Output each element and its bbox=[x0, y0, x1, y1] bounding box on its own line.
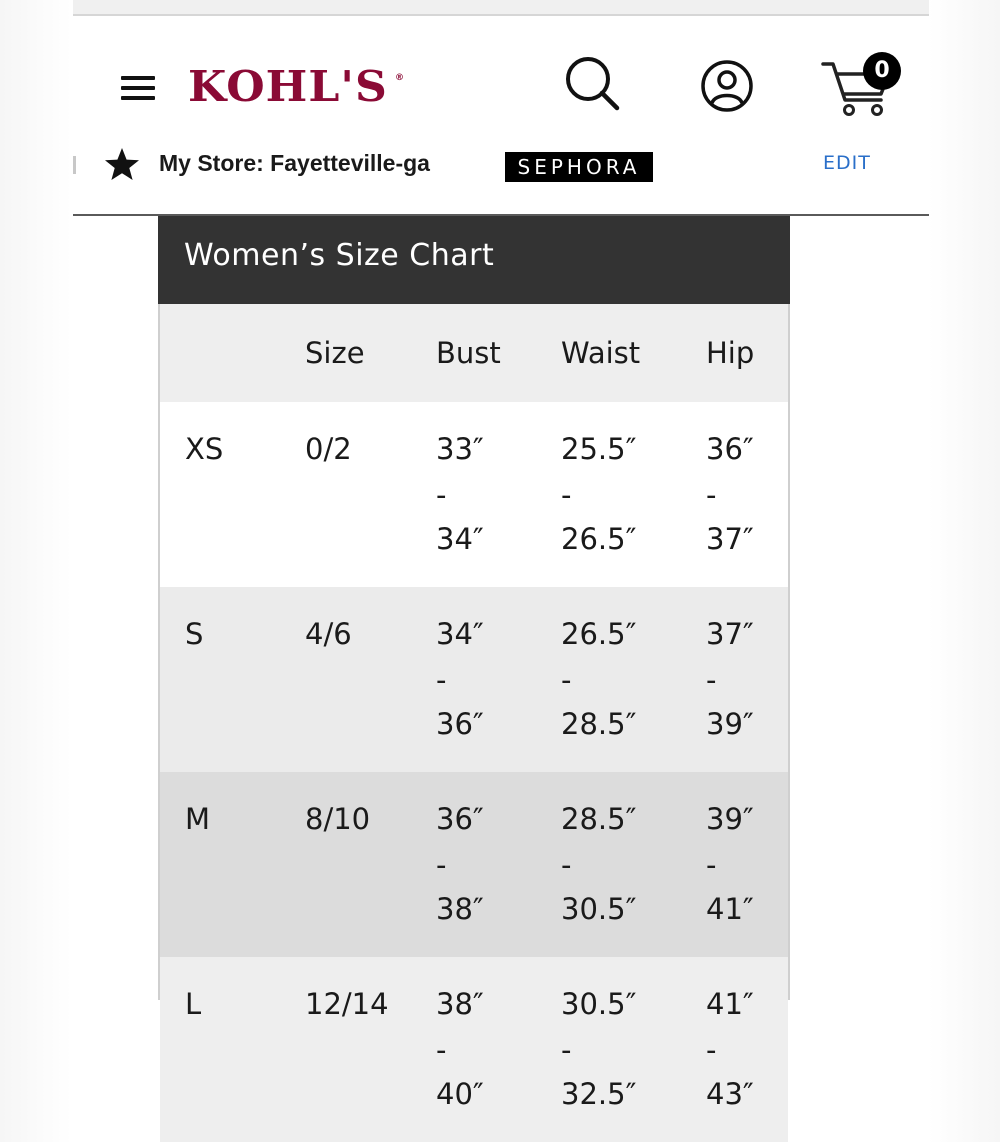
hip-dash: - bbox=[706, 478, 717, 512]
waist-min: 26.5″ bbox=[561, 617, 637, 651]
bust-max: 36″ bbox=[436, 707, 484, 741]
column-header-waist: Waist bbox=[561, 336, 641, 370]
bust-max: 40″ bbox=[436, 1077, 484, 1111]
hip-max: 41″ bbox=[706, 892, 754, 926]
waist-min: 28.5″ bbox=[561, 802, 637, 836]
row-label: M bbox=[185, 802, 211, 836]
hip-min: 36″ bbox=[706, 432, 754, 466]
kohls-logo[interactable]: KOHL'S bbox=[188, 62, 388, 111]
hip-max: 37″ bbox=[706, 522, 754, 556]
hip-dash: - bbox=[706, 1033, 717, 1067]
chart-title-bar bbox=[158, 216, 790, 304]
scroll-edge-marker bbox=[73, 156, 76, 174]
bust-dash: - bbox=[436, 848, 447, 882]
table-row bbox=[160, 402, 788, 587]
size-value: 4/6 bbox=[305, 617, 352, 651]
registered-mark: ® bbox=[395, 73, 404, 83]
hip-max: 39″ bbox=[706, 707, 754, 741]
bust-dash: - bbox=[436, 663, 447, 697]
status-strip bbox=[73, 0, 929, 16]
waist-dash: - bbox=[561, 848, 572, 882]
waist-max: 30.5″ bbox=[561, 892, 637, 926]
waist-dash: - bbox=[561, 478, 572, 512]
phone-screen bbox=[73, 0, 929, 1111]
womens-size-chart bbox=[158, 216, 790, 1111]
row-label: XS bbox=[185, 432, 224, 466]
search-icon[interactable] bbox=[563, 54, 623, 114]
hip-min: 39″ bbox=[706, 802, 754, 836]
account-icon[interactable] bbox=[699, 58, 755, 114]
hip-dash: - bbox=[706, 848, 717, 882]
hip-min: 41″ bbox=[706, 987, 754, 1021]
edit-store-link[interactable]: EDIT bbox=[823, 152, 871, 174]
hamburger-menu-icon[interactable] bbox=[121, 74, 155, 102]
column-header-hip: Hip bbox=[706, 336, 755, 370]
store-row bbox=[73, 144, 929, 190]
size-value: 0/2 bbox=[305, 432, 352, 466]
waist-max: 28.5″ bbox=[561, 707, 637, 741]
table-row bbox=[160, 772, 788, 957]
waist-max: 26.5″ bbox=[561, 522, 637, 556]
table-row bbox=[160, 957, 788, 1142]
waist-dash: - bbox=[561, 1033, 572, 1067]
column-header-size: Size bbox=[305, 336, 365, 370]
sephora-badge[interactable]: SEPHORA bbox=[505, 152, 653, 182]
cart-count-badge[interactable]: 0 bbox=[863, 52, 901, 90]
waist-max: 32.5″ bbox=[561, 1077, 637, 1111]
bust-max: 34″ bbox=[436, 522, 484, 556]
waist-min: 30.5″ bbox=[561, 987, 637, 1021]
table-row bbox=[160, 587, 788, 772]
waist-min: 25.5″ bbox=[561, 432, 637, 466]
bust-min: 33″ bbox=[436, 432, 484, 466]
table-header-row bbox=[160, 304, 788, 402]
bust-max: 38″ bbox=[436, 892, 484, 926]
bust-dash: - bbox=[436, 478, 447, 512]
waist-dash: - bbox=[561, 663, 572, 697]
row-label: L bbox=[185, 987, 202, 1021]
size-value: 12/14 bbox=[305, 987, 389, 1021]
bust-min: 36″ bbox=[436, 802, 484, 836]
site-header bbox=[73, 16, 929, 216]
hip-dash: - bbox=[706, 663, 717, 697]
bust-dash: - bbox=[436, 1033, 447, 1067]
hip-max: 43″ bbox=[706, 1077, 754, 1111]
size-value: 8/10 bbox=[305, 802, 371, 836]
my-store-label: My Store: Fayetteville-ga bbox=[159, 150, 430, 176]
chart-title: Women’s Size Chart bbox=[184, 238, 495, 273]
row-label: S bbox=[185, 617, 204, 651]
bust-min: 34″ bbox=[436, 617, 484, 651]
bust-min: 38″ bbox=[436, 987, 484, 1021]
column-header-bust: Bust bbox=[436, 336, 501, 370]
hip-min: 37″ bbox=[706, 617, 754, 651]
star-icon bbox=[104, 147, 140, 183]
